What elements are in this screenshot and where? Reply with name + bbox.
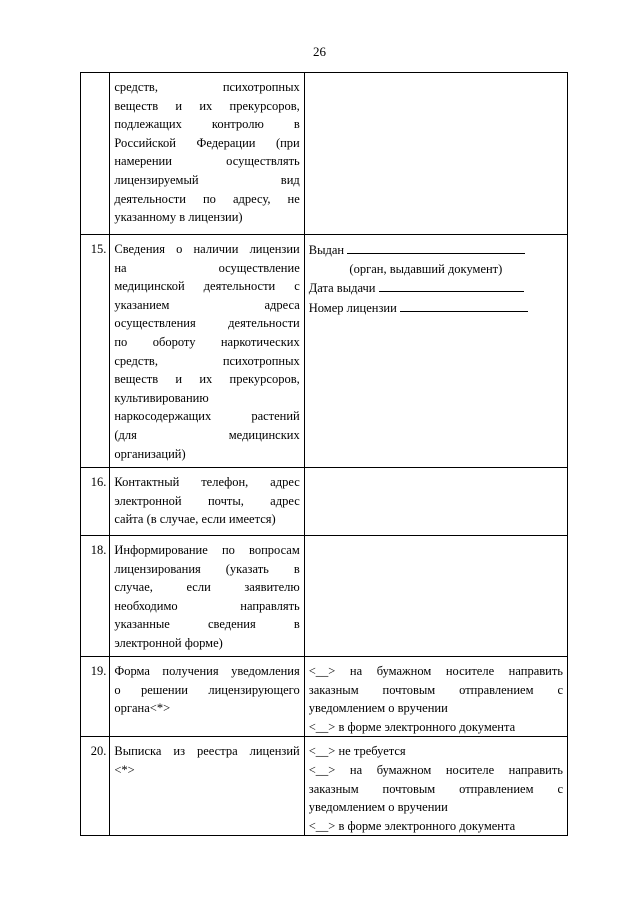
table-row: [81, 657, 568, 737]
option-not-required[interactable]: <__> не требуется: [308, 744, 406, 759]
row-description: Выписка из реестра лицензий <*>: [110, 737, 304, 836]
issued-hint: (орган, выдавший документ): [349, 261, 503, 276]
table-row: [81, 235, 568, 468]
issued-label: Выдан: [308, 243, 345, 257]
row-value: <__> на бумажном носителе направить заказным почтовым отправлением с уведомлением о вручении <__> в форме электронного документа: [304, 657, 567, 737]
issued-field[interactable]: [347, 240, 525, 254]
license-application-table: [80, 72, 568, 836]
row-description: Сведения о наличии лицензии на осуществление медицинской деятельности с указанием адреса осуществления деятельности по обороту наркотических средств, психотропных веществ и их прекурсоров, культивированию наркосодержащих растений (для медицинских организаций): [110, 235, 304, 468]
row-number: 20.: [81, 737, 110, 836]
row-description: средств, психотропных веществ и их прекурсоров, подлежащих контролю в Российской Федерации (при намерении осуществлять лицензируемый вид деятельности по адресу, не указанному в лицензии): [110, 73, 304, 235]
row-number: 18.: [81, 536, 110, 657]
option-electronic[interactable]: <__> в форме электронного документа: [308, 818, 516, 833]
row-number: 16.: [81, 468, 110, 536]
option-electronic[interactable]: <__> в форме электронного документа: [308, 719, 516, 734]
row-value: [304, 73, 567, 235]
row-description: Информирование по вопросам лицензирования (указать в случае, если заявителю необходимо направлять указанные сведения в электронной форме): [110, 536, 304, 657]
option-paper[interactable]: <__> на бумажном носителе направить: [308, 762, 563, 777]
row-value[interactable]: [304, 468, 567, 536]
row-value: <__> не требуется <__> на бумажном носителе направить заказным почтовым отправлением с уведомлением о вручении <__> в форме электронного документа: [304, 737, 567, 836]
table-row: [81, 73, 568, 235]
table-row: [81, 468, 568, 536]
row-description: Форма получения уведомления о решении лицензирующего органа<*>: [110, 657, 304, 737]
page-number: 26: [313, 44, 326, 59]
license-number-label: Номер лицензии: [308, 300, 397, 315]
license-number-field[interactable]: [400, 298, 528, 312]
issue-date-field[interactable]: [379, 278, 524, 292]
row-number: 15.: [81, 235, 110, 468]
row-value[interactable]: [304, 536, 567, 657]
row-number: 19.: [81, 657, 110, 737]
row-description: Контактный телефон, адрес электронной почты, адрес сайта (в случае, если имеется): [110, 468, 304, 536]
table-row: [81, 737, 568, 836]
row-value: [304, 235, 567, 468]
row-number: [81, 73, 110, 235]
issue-date-label: Дата выдачи: [308, 281, 376, 296]
option-paper[interactable]: <__> на бумажном носителе направить: [308, 664, 563, 678]
table-row: [81, 536, 568, 657]
